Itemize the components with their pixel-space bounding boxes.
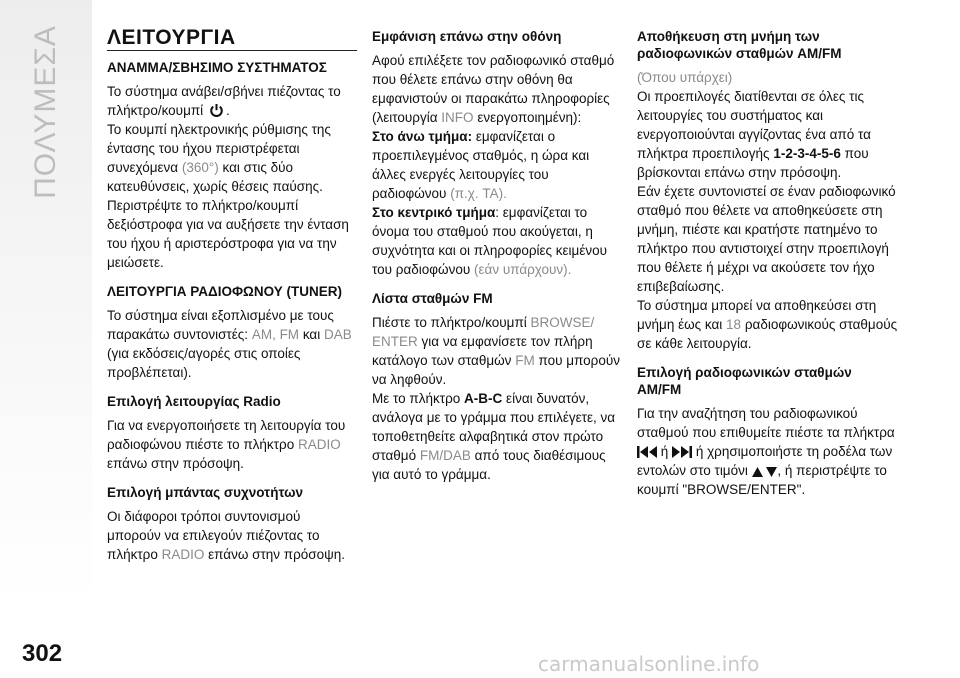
paragraph-station-select: Για την αναζήτηση του ραδιοφωνικού σταθμού που επιθυμείτε πιέστε τα πλήκτρα ή ή χρησιμοποιήστε τη ροδέλα των εντολών στο τιμόνι , ή περιστρέψτε το κουμπί "BROWSE/ENTER".	[637, 406, 895, 497]
paragraph-radio-mode: Για να ενεργοποιήσετε τη λειτουργία του ραδιοφώνου πιέστε το πλήκτρο RADIO επάνω στην πρόσοψη.	[107, 418, 346, 471]
seek-back-icon	[637, 446, 657, 458]
heading-tuner: ΛΕΙΤΟΥΡΓΙΑ ΡΑΔΙΟΦΩΝΟΥ (TUNER)	[107, 284, 342, 299]
paragraph-band: Οι διάφοροι τρόποι συντονισμού μπορούν να επιλεγούν πιέζοντας το πλήκτρο RADIO επάνω στην πρόσοψη.	[107, 509, 346, 562]
heading-presets: Αποθήκευση στη μνήμη των ραδιοφωνικών σταθμών AM/FM	[637, 29, 842, 61]
page-title: ΛΕΙΤΟΥΡΓΙΑ	[107, 28, 357, 51]
section-side-tab	[0, 0, 92, 678]
column-2	[372, 28, 622, 495]
paragraph-fm-list: Πιέστε το πλήκτρο/κουμπί BROWSE/ ENTER για να εμφανίσετε τον πλήρη κατάλογο των σταθμών FM που μπορούν να ληφθούν. Με το πλήκτρο A-B-C είναι δυνατόν, ανάλογα με το γράμμα που επιλέγετε, να τοποθετηθείτε αλφαβητικά στον πρώτο σταθμό FM/DAB από τους διαθέσιμους για αυτό το γράμμα.	[372, 315, 620, 482]
power-icon	[209, 103, 224, 118]
paragraph-display: Αφού επιλέξετε τον ραδιοφωνικό σταθμό που θέλετε επάνω στην οθόνη θα εμφανιστούν οι παρακάτω πληροφορίες (λειτουργία INFO ενεργοποιημένη): Στο άνω τμήμα: εμφανίζεται ο προεπιλεγμένος σταθμός, η ώρα και άλλες ενεργές λειτουργίες του ραδιοφώνου (π.χ. TA). Στο κεντρικό τμήμα: εμφανίζεται το όνομα του σταθμού που ακούγεται, η συχνότητα και οι πληροφορίες κειμένου του ραδιοφώνου (εάν υπάρχουν).	[372, 53, 615, 277]
heading-power: ΑΝΑΜΜΑ/ΣΒΗΣΙΜΟ ΣΥΣΤΗΜΑΤΟΣ	[107, 60, 327, 75]
watermark: carmanualsonline.info	[538, 652, 760, 676]
heading-band: Επιλογή μπάντας συχνοτήτων	[107, 485, 304, 500]
heading-station-select: Επιλογή ραδιοφωνικών σταθμών AM/FM	[637, 365, 852, 397]
section-label: ΠΟΛΥΜΕΣΑ	[29, 25, 62, 199]
heading-display: Εμφάνιση επάνω στην οθόνη	[372, 29, 562, 44]
paragraph-tuner: Το σύστημα είναι εξοπλισμένο με τους παρακάτω συντονιστές: AM, FM και DAB (για εκδόσεις/αγορές στις οποίες προβλέπεται).	[107, 308, 352, 380]
arrow-up-icon	[752, 467, 763, 477]
column-1	[107, 28, 357, 575]
column-3	[637, 28, 899, 510]
heading-radio-mode: Επιλογή λειτουργίας Radio	[107, 394, 281, 409]
page-number: 302	[22, 640, 63, 667]
paragraph-presets: (Όπου υπάρχει) Οι προεπιλογές διατίθενται σε όλες τις λειτουργίες του συστήματος και ενεργοποιούνται αγγίζοντας ένα από τα πλήκτρα προεπιλογής 1-2-3-4-5-6 που βρίσκονται επάνω στην πρόσοψη. Εάν έχετε συντονιστεί σε έναν ραδιοφωνικό σταθμό που θέλετε να αποθηκεύσετε στη μνήμη, πιέστε και κρατήστε πατημένο το πλήκτρο που αντιστοιχεί στην προεπιλογή που θέλετε ή μέχρι να ακούσετε τον ήχο επιβεβαίωσης. Το σύστημα μπορεί να αποθηκεύσει στη μνήμη έως και 18 ραδιοφωνικούς σταθμούς σε κάθε λειτουργία.	[637, 70, 898, 351]
heading-fm-list: Λίστα σταθμών FM	[372, 291, 493, 306]
arrow-down-icon	[766, 467, 777, 477]
seek-forward-icon	[672, 446, 692, 458]
paragraph-power: Το σύστημα ανάβει/σβήνει πιέζοντας το πλήκτρο/κουμπί . Το κουμπί ηλεκτρονικής ρύθμισης της έντασης του ήχου περιστρέφεται συνεχόμενα (360°) και στις δύο κατευθύνσεις, χωρίς θέσεις παύσης. Περιστρέψτε το πλήκτρο/κουμπί δεξιόστροφα για να αυξήσετε την ένταση του ήχου ή αριστερόστροφα για να την μειώσετε.	[107, 84, 349, 270]
